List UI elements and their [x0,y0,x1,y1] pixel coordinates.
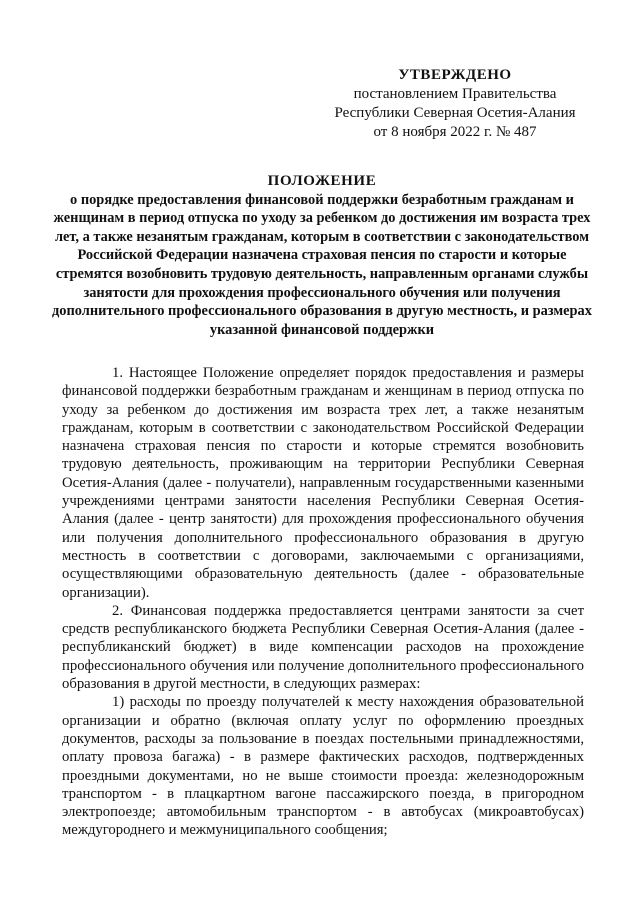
approval-heading: УТВЕРЖДЕНО [398,67,512,83]
document-subtitle: о порядке предоставления финансовой поддержки безработным гражданам и женщинам в период отпуска по уходу за ребенком до достижения им возраста трех лет, а также незанятым гражданам, которым в соответствии с законодательством Российской Федерации назначена страховая пенсия по старости и которые стремятся возобновить трудовую деятельность, направленным органами службы занятости для прохождения профессионального обучения или получения дополнительного профессионального образования в другую местность, и размерах указанной финансовой поддержки [52,191,592,338]
paragraph-3: 1) расходы по проезду получателей к месту нахождения образовательной организации и обратно (включая оплату услуг по оформлению проездных документов, расходы за пользование в поездах постельными принадлежностями, оплату провоза багажа) - в размере фактических расходов, подтвержденных проездными документами, но не выше стоимости проезда: железнодорожным транспортом - в плацкартном вагоне пассажирского поезда, в пригородном электропоезде; автомобильным транспортом - в автобусах (микроавтобусах) междугороднего и межмуниципального сообщения; [62,694,584,839]
approval-line-2: Республики Северная Осетия-Алания [334,105,576,121]
paragraph-1: 1. Настоящее Положение определяет порядок предоставления и размеры финансовой поддержки безработным гражданам и женщинам в период отпуска по уходу за ребенком до достижения им возраста трех лет, а также незанятым гражданам, которым в соответствии с законодательством Российской Федерации назначена страховая пенсия по старости и которые стремятся возобновить трудовую деятельность, проживающим на территории Республики Северная Осетия-Алания (далее - получатели), направленным государственными казенными учреждениями центрами занятости населения Республики Северная Осетия-Алания (далее - центр занятости) для прохождения профессионального обучения или получения дополнительного профессионального образования в другую местность в соответствии с договорами, заключаемыми с организациями, осуществляющими образовательную деятельность (далее - образовательные организации). [62,365,584,601]
document-body [62,364,584,840]
approval-line-1: постановлением Правительства [353,86,557,102]
document-title-block [52,172,592,339]
approval-line-3: от 8 ноября 2022 г. № 487 [373,124,537,140]
paragraph-2: 2. Финансовая поддержка предоставляется центрами занятости за счет средств республиканского бюджета Республики Северная Осетия-Алания (далее - республиканский бюджет) в виде компенсации расходов на прохождение профессионального обучения или получение дополнительного профессионального образования в другой местности, в следующих размерах: [62,602,584,693]
approval-stamp [320,66,590,142]
document-title: ПОЛОЖЕНИЕ [267,173,377,189]
